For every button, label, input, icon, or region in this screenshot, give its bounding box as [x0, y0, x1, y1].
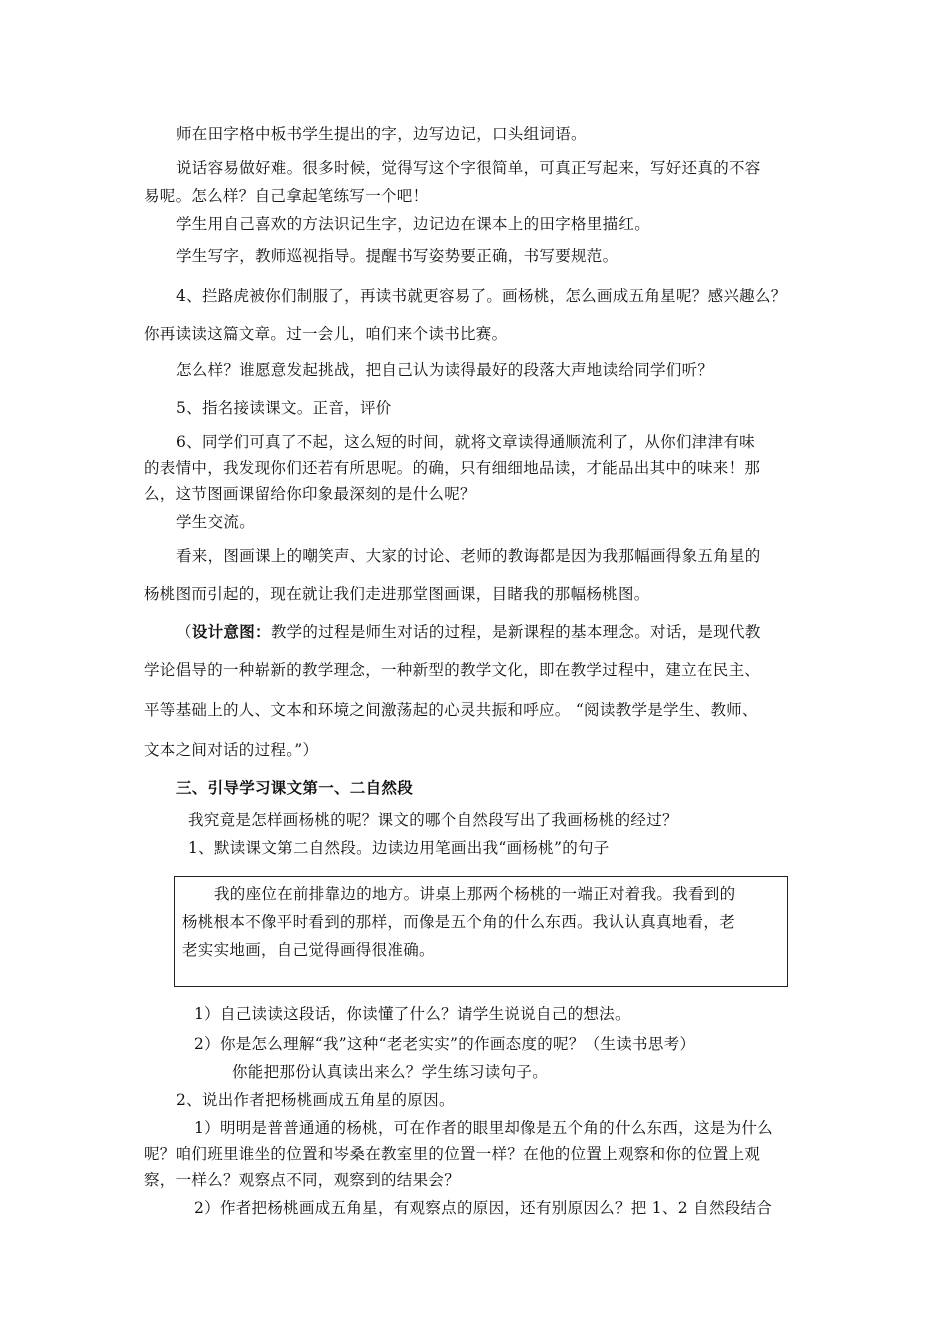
question-line: 你能把那份认真读出来么？学生练习读句子。 [232, 1063, 549, 1081]
question-line: 2）你是怎么理解“我”这种“老老实实”的作画态度的呢？（生读书思考） [194, 1035, 696, 1053]
question-line: 2）作者把杨桃画成五角星，有观察点的原因，还有别原因么？把 1、2 自然段结合 [194, 1199, 773, 1217]
design-intent-label: 设计意图： [191, 622, 271, 641]
paragraph-line: 杨桃图而引起的，现在就让我们走进那堂图画课，目睹我的那幅杨桃图。 [144, 585, 650, 603]
design-intent-line: 文本之间对话的过程。”） [144, 741, 319, 759]
question-line: 1）明明是普普通通的杨桃，可在作者的眼里却像是五个角的什么东西，这是为什么 [194, 1119, 773, 1137]
paragraph-line: 说话容易做好难。很多时候，觉得写这个字很简单，可真正写起来，写好还真的不容 [176, 159, 761, 177]
paragraph-line: 学生写字，教师巡视指导。提醒书写姿势要正确，书写要规范。 [176, 247, 619, 265]
paragraph-line: 怎么样？谁愿意发起挑战，把自己认为读得最好的段落大声地读给同学们听？ [176, 361, 714, 379]
question-line: 1、默读课文第二自然段。边读边用笔画出我“画杨桃”的句子 [188, 839, 610, 857]
design-intent-line: 学论倡导的一种崭新的教学理念，一种新型的教学文化，即在教学过程中，建立在民主、 [144, 661, 761, 679]
passage-line: 杨桃根本不像平时看到的那样，而像是五个角的什么东西。我认认真真地看，老 [182, 913, 736, 931]
question-line: 察，一样么？观察点不同，观察到的结果会？ [144, 1171, 461, 1189]
paragraph-line: 师在田字格中板书学生提出的字，边写边记，口头组词语。 [176, 125, 587, 143]
section-heading: 三、引导学习课文第一、二自然段 [176, 778, 414, 797]
question-line: 2、说出作者把杨桃画成五角星的原因。 [176, 1091, 455, 1109]
passage-line: 我的座位在前排靠边的地方。讲桌上那两个杨桃的一端正对着我。我看到的 [214, 885, 736, 903]
paragraph-line: 看来，图画课上的嘲笑声、大家的讨论、老师的教诲都是因为我那幅画得象五角星的 [176, 547, 761, 565]
paragraph-line: 的表情中，我发现你们还若有所思呢。的确，只有细细地品读，才能品出其中的味来！那 [144, 459, 761, 477]
paragraph-line: 你再读读这篇文章。过一会儿，咱们来个读书比赛。 [144, 325, 508, 343]
paragraph-line: 学生用自己喜欢的方法识记生字，边记边在课本上的田字格里描红。 [176, 215, 651, 233]
paragraph-line: 么，这节图画课留给你印象最深刻的是什么呢？ [144, 485, 476, 503]
design-intent-text: 教学的过程是师生对话的过程，是新课程的基本理念。对话，是现代教 [270, 623, 761, 641]
paragraph-line: 学生交流。 [176, 513, 256, 531]
paragraph-line: 易呢。怎么样？自己拿起笔练写一个吧！ [144, 187, 429, 205]
question-line: 我究竟是怎样画杨桃的呢？课文的哪个自然段写出了我画杨桃的经过？ [188, 811, 678, 829]
design-intent-open-paren: （ [176, 623, 192, 641]
design-intent-line [176, 622, 761, 642]
question-line: 1）自己读读这段话，你读懂了什么？请学生说说自己的想法。 [194, 1005, 631, 1023]
paragraph-line: 4、拦路虎被你们制服了，再读书就更容易了。画杨桃，怎么画成五角星呢？感兴趣么？ [176, 287, 787, 305]
design-intent-line: 平等基础上的人、文本和环境之间激荡起的心灵共振和呼应。 “阅读教学是学生、教师、 [144, 701, 758, 719]
paragraph-line: 5、指名接读课文。正音，评价 [176, 399, 392, 417]
passage-line: 老实实地画，自己觉得画得很准确。 [182, 941, 435, 959]
paragraph-line: 6、同学们可真了不起，这么短的时间，就将文章读得通顺流利了，从你们津津有味 [176, 433, 755, 451]
question-line: 呢？咱们班里谁坐的位置和岑桑在教室里的位置一样？在他的位置上观察和你的位置上观 [144, 1145, 761, 1163]
